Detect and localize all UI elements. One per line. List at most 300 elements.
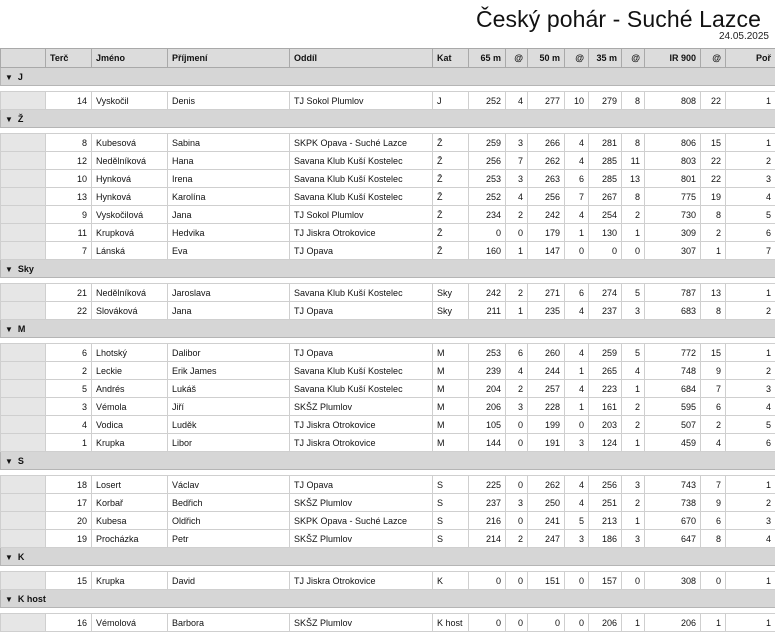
page-title: Český pohár - Suché Lazce (476, 6, 761, 33)
cell-terc-col: 14 (46, 92, 92, 110)
group-header-fill (46, 68, 775, 86)
cell-kat-col: M (433, 344, 469, 362)
table-row[interactable] (1, 302, 775, 320)
cell-oddil-col: TJ Jiskra Otrokovice (290, 416, 433, 434)
table-row[interactable] (1, 92, 775, 110)
header-row (1, 49, 775, 68)
row-lead-cell (1, 92, 46, 110)
cell-kat-col: J (433, 92, 469, 110)
row-lead-cell (1, 362, 46, 380)
cell-50m-col: 191 (528, 434, 565, 452)
table-row[interactable] (1, 170, 775, 188)
cell-jmeno-col: Procházka (92, 530, 168, 548)
table-row[interactable] (1, 380, 775, 398)
cell-at-50-col: 1 (565, 224, 589, 242)
cell-65m-col: 253 (469, 170, 506, 188)
cell-at-35-col: 2 (622, 416, 645, 434)
cell-at-65-col: 0 (506, 434, 528, 452)
cell-at-35-col: 5 (622, 344, 645, 362)
cell-kat-col: M (433, 362, 469, 380)
cell-por-col: 4 (726, 398, 775, 416)
group-toggle[interactable] (1, 260, 46, 278)
cell-por-col: 3 (726, 170, 775, 188)
table-row[interactable] (1, 476, 775, 494)
cell-at-ir-col: 9 (701, 362, 726, 380)
cell-at-50-col: 1 (565, 398, 589, 416)
table-row[interactable] (1, 434, 775, 452)
group-toggle[interactable] (1, 452, 46, 470)
cell-at-50-col: 4 (565, 344, 589, 362)
cell-35m-col: 285 (589, 170, 622, 188)
cell-ir900-col: 748 (645, 362, 701, 380)
header-jmeno-col[interactable]: Jméno (92, 49, 168, 68)
cell-50m-col: 242 (528, 206, 565, 224)
table-row[interactable] (1, 530, 775, 548)
cell-at-50-col: 4 (565, 302, 589, 320)
cell-prijmeni-col: Jiří (168, 398, 290, 416)
cell-at-35-col: 1 (622, 224, 645, 242)
header-terc-col[interactable]: Terč (46, 49, 92, 68)
cell-kat-col: S (433, 530, 469, 548)
cell-oddil-col: SKPK Opava - Suché Lazce (290, 134, 433, 152)
cell-ir900-col: 309 (645, 224, 701, 242)
cell-prijmeni-col: Petr (168, 530, 290, 548)
group-header-row[interactable] (1, 110, 775, 128)
cell-at-65-col: 2 (506, 530, 528, 548)
cell-kat-col: Ž (433, 224, 469, 242)
cell-jmeno-col: Hynková (92, 188, 168, 206)
cell-at-35-col: 1 (622, 380, 645, 398)
group-header-fill (46, 260, 775, 278)
group-header-row[interactable] (1, 320, 775, 338)
cell-at-65-col: 1 (506, 242, 528, 260)
table-row[interactable] (1, 614, 775, 632)
cell-terc-col: 5 (46, 380, 92, 398)
cell-ir900-col: 670 (645, 512, 701, 530)
cell-35m-col: 0 (589, 242, 622, 260)
row-lead-cell (1, 380, 46, 398)
table-row[interactable] (1, 512, 775, 530)
cell-terc-col: 16 (46, 614, 92, 632)
group-header-row[interactable] (1, 260, 775, 278)
group-toggle[interactable] (1, 68, 46, 86)
cell-35m-col: 237 (589, 302, 622, 320)
cell-at-50-col: 4 (565, 476, 589, 494)
row-lead-cell (1, 530, 46, 548)
cell-kat-col: K (433, 572, 469, 590)
cell-prijmeni-col: Dalibor (168, 344, 290, 362)
cell-65m-col: 225 (469, 476, 506, 494)
header-kat-col[interactable]: Kat (433, 49, 469, 68)
cell-at-35-col: 1 (622, 434, 645, 452)
results-body (1, 68, 775, 632)
cell-por-col: 5 (726, 206, 775, 224)
cell-at-50-col: 0 (565, 416, 589, 434)
cell-terc-col: 8 (46, 134, 92, 152)
cell-at-50-col: 10 (565, 92, 589, 110)
cell-terc-col: 4 (46, 416, 92, 434)
table-row[interactable] (1, 152, 775, 170)
cell-por-col: 2 (726, 362, 775, 380)
cell-kat-col: Ž (433, 170, 469, 188)
header-65m-col[interactable]: 65 m (469, 49, 506, 68)
disclosure-triangle-icon[interactable]: ▼ (5, 73, 13, 82)
header-ir900-col[interactable]: IR 900 (645, 49, 701, 68)
cell-at-50-col: 4 (565, 134, 589, 152)
cell-terc-col: 15 (46, 572, 92, 590)
cell-kat-col: Ž (433, 152, 469, 170)
cell-at-ir-col: 22 (701, 170, 726, 188)
cell-35m-col: 161 (589, 398, 622, 416)
row-lead-cell (1, 344, 46, 362)
cell-50m-col: 247 (528, 530, 565, 548)
cell-jmeno-col: Kubesová (92, 134, 168, 152)
cell-at-35-col: 2 (622, 494, 645, 512)
cell-jmeno-col: Lánská (92, 242, 168, 260)
cell-35m-col: 124 (589, 434, 622, 452)
cell-oddil-col: TJ Sokol Plumlov (290, 206, 433, 224)
cell-prijmeni-col: Denis (168, 92, 290, 110)
cell-50m-col: 262 (528, 152, 565, 170)
cell-at-35-col: 8 (622, 134, 645, 152)
cell-at-ir-col: 8 (701, 302, 726, 320)
cell-50m-col: 147 (528, 242, 565, 260)
cell-at-65-col: 3 (506, 170, 528, 188)
cell-jmeno-col: Andrés (92, 380, 168, 398)
cell-at-35-col: 1 (622, 512, 645, 530)
header-at-35-col[interactable]: @ (622, 49, 645, 68)
cell-at-ir-col: 9 (701, 494, 726, 512)
cell-prijmeni-col: Hana (168, 152, 290, 170)
row-lead-cell (1, 170, 46, 188)
cell-por-col: 4 (726, 530, 775, 548)
cell-ir900-col: 772 (645, 344, 701, 362)
table-row[interactable] (1, 344, 775, 362)
cell-at-ir-col: 8 (701, 206, 726, 224)
cell-prijmeni-col: Erik James (168, 362, 290, 380)
cell-at-ir-col: 7 (701, 476, 726, 494)
cell-65m-col: 0 (469, 614, 506, 632)
cell-at-ir-col: 13 (701, 284, 726, 302)
cell-por-col: 3 (726, 380, 775, 398)
cell-65m-col: 253 (469, 344, 506, 362)
table-row[interactable] (1, 398, 775, 416)
cell-terc-col: 21 (46, 284, 92, 302)
cell-prijmeni-col: Irena (168, 170, 290, 188)
cell-35m-col: 186 (589, 530, 622, 548)
cell-at-ir-col: 22 (701, 92, 726, 110)
header-oddil-col[interactable]: Oddíl (290, 49, 433, 68)
cell-35m-col: 259 (589, 344, 622, 362)
cell-50m-col: 235 (528, 302, 565, 320)
header-at-ir-col[interactable]: @ (701, 49, 726, 68)
cell-jmeno-col: Vémola (92, 398, 168, 416)
cell-at-65-col: 3 (506, 398, 528, 416)
cell-at-65-col: 4 (506, 92, 528, 110)
cell-at-ir-col: 2 (701, 416, 726, 434)
cell-jmeno-col: Nedělníková (92, 284, 168, 302)
cell-oddil-col: Savana Klub Kuší Kostelec (290, 284, 433, 302)
row-lead-cell (1, 302, 46, 320)
cell-at-50-col: 0 (565, 572, 589, 590)
cell-at-65-col: 2 (506, 380, 528, 398)
cell-jmeno-col: Vyskočil (92, 92, 168, 110)
row-lead-cell (1, 416, 46, 434)
disclosure-triangle-icon[interactable]: ▼ (5, 457, 13, 466)
cell-at-50-col: 4 (565, 380, 589, 398)
cell-at-35-col: 3 (622, 302, 645, 320)
disclosure-triangle-icon[interactable]: ▼ (5, 595, 13, 604)
cell-at-35-col: 3 (622, 530, 645, 548)
table-row[interactable] (1, 188, 775, 206)
cell-ir900-col: 806 (645, 134, 701, 152)
cell-65m-col: 237 (469, 494, 506, 512)
header-35m-col[interactable]: 35 m (589, 49, 622, 68)
group-name: J (18, 72, 23, 82)
cell-at-50-col: 0 (565, 614, 589, 632)
header-at-50-col[interactable]: @ (565, 49, 589, 68)
cell-ir900-col: 801 (645, 170, 701, 188)
cell-jmeno-col: Lhotský (92, 344, 168, 362)
table-row[interactable] (1, 134, 775, 152)
cell-por-col: 7 (726, 242, 775, 260)
cell-kat-col: Sky (433, 284, 469, 302)
group-name: K host (18, 594, 46, 604)
cell-at-50-col: 5 (565, 512, 589, 530)
cell-35m-col: 265 (589, 362, 622, 380)
cell-oddil-col: SKŠZ Plumlov (290, 614, 433, 632)
group-name: Ž (18, 114, 24, 124)
cell-jmeno-col: Nedělníková (92, 152, 168, 170)
group-name: K (18, 552, 25, 562)
cell-por-col: 2 (726, 152, 775, 170)
group-toggle[interactable] (1, 320, 46, 338)
cell-at-35-col: 2 (622, 398, 645, 416)
cell-por-col: 1 (726, 134, 775, 152)
group-header-row[interactable] (1, 548, 775, 566)
cell-jmeno-col: Hynková (92, 170, 168, 188)
table-row[interactable] (1, 494, 775, 512)
cell-at-ir-col: 15 (701, 344, 726, 362)
cell-kat-col: Ž (433, 134, 469, 152)
row-lead-cell (1, 614, 46, 632)
header-50m-col[interactable]: 50 m (528, 49, 565, 68)
cell-jmeno-col: Vodica (92, 416, 168, 434)
cell-50m-col: 228 (528, 398, 565, 416)
cell-terc-col: 18 (46, 476, 92, 494)
cell-prijmeni-col: Eva (168, 242, 290, 260)
disclosure-triangle-icon[interactable]: ▼ (5, 115, 13, 124)
cell-50m-col: 179 (528, 224, 565, 242)
row-lead-cell (1, 398, 46, 416)
cell-ir900-col: 307 (645, 242, 701, 260)
cell-ir900-col: 808 (645, 92, 701, 110)
cell-65m-col: 214 (469, 530, 506, 548)
cell-at-50-col: 6 (565, 284, 589, 302)
cell-oddil-col: Savana Klub Kuší Kostelec (290, 380, 433, 398)
row-lead-cell (1, 284, 46, 302)
cell-at-35-col: 0 (622, 572, 645, 590)
cell-65m-col: 211 (469, 302, 506, 320)
header-por-col[interactable]: Poř (726, 49, 775, 68)
cell-ir900-col: 730 (645, 206, 701, 224)
cell-ir900-col: 595 (645, 398, 701, 416)
group-toggle[interactable] (1, 548, 46, 566)
cell-terc-col: 9 (46, 206, 92, 224)
cell-35m-col: 285 (589, 152, 622, 170)
disclosure-triangle-icon[interactable]: ▼ (5, 553, 13, 562)
cell-oddil-col: TJ Opava (290, 302, 433, 320)
cell-kat-col: S (433, 512, 469, 530)
cell-at-65-col: 6 (506, 344, 528, 362)
cell-at-50-col: 0 (565, 242, 589, 260)
cell-prijmeni-col: Sabina (168, 134, 290, 152)
row-lead-cell (1, 476, 46, 494)
cell-kat-col: S (433, 476, 469, 494)
cell-oddil-col: Savana Klub Kuší Kostelec (290, 170, 433, 188)
group-name: M (18, 324, 26, 334)
table-row[interactable] (1, 572, 775, 590)
table-row[interactable] (1, 206, 775, 224)
cell-kat-col: M (433, 434, 469, 452)
row-lead-cell (1, 434, 46, 452)
cell-at-ir-col: 2 (701, 224, 726, 242)
cell-at-35-col: 0 (622, 242, 645, 260)
cell-35m-col: 274 (589, 284, 622, 302)
cell-65m-col: 234 (469, 206, 506, 224)
cell-at-ir-col: 1 (701, 614, 726, 632)
group-header-row[interactable] (1, 590, 775, 608)
cell-50m-col: 263 (528, 170, 565, 188)
cell-at-50-col: 1 (565, 362, 589, 380)
cell-at-35-col: 5 (622, 284, 645, 302)
cell-jmeno-col: Leckie (92, 362, 168, 380)
event-date: 24.05.2025 (719, 31, 769, 42)
cell-at-35-col: 2 (622, 206, 645, 224)
cell-65m-col: 0 (469, 224, 506, 242)
cell-65m-col: 252 (469, 188, 506, 206)
table-row[interactable] (1, 284, 775, 302)
cell-oddil-col: SKŠZ Plumlov (290, 494, 433, 512)
group-toggle[interactable] (1, 590, 46, 608)
cell-ir900-col: 787 (645, 284, 701, 302)
cell-kat-col: M (433, 380, 469, 398)
cell-50m-col: 260 (528, 344, 565, 362)
cell-prijmeni-col: Luděk (168, 416, 290, 434)
row-lead-cell (1, 242, 46, 260)
cell-kat-col: S (433, 494, 469, 512)
cell-kat-col: Ž (433, 206, 469, 224)
cell-at-50-col: 4 (565, 206, 589, 224)
cell-jmeno-col: Krupková (92, 224, 168, 242)
cell-oddil-col: TJ Jiskra Otrokovice (290, 224, 433, 242)
cell-at-65-col: 2 (506, 206, 528, 224)
cell-at-ir-col: 19 (701, 188, 726, 206)
table-row[interactable] (1, 362, 775, 380)
cell-35m-col: 203 (589, 416, 622, 434)
table-row[interactable] (1, 416, 775, 434)
group-name: S (18, 456, 24, 466)
cell-at-35-col: 1 (622, 614, 645, 632)
cell-kat-col: Ž (433, 242, 469, 260)
header-lead-col[interactable] (1, 49, 46, 68)
cell-50m-col: 266 (528, 134, 565, 152)
cell-oddil-col: TJ Opava (290, 476, 433, 494)
cell-at-65-col: 0 (506, 416, 528, 434)
cell-at-50-col: 3 (565, 434, 589, 452)
cell-terc-col: 19 (46, 530, 92, 548)
cell-prijmeni-col: Oldřich (168, 512, 290, 530)
cell-oddil-col: TJ Opava (290, 242, 433, 260)
cell-35m-col: 251 (589, 494, 622, 512)
cell-oddil-col: TJ Jiskra Otrokovice (290, 434, 433, 452)
row-lead-cell (1, 494, 46, 512)
cell-prijmeni-col: Bedřich (168, 494, 290, 512)
cell-ir900-col: 684 (645, 380, 701, 398)
group-header-fill (46, 452, 775, 470)
cell-terc-col: 7 (46, 242, 92, 260)
cell-kat-col: M (433, 398, 469, 416)
cell-35m-col: 281 (589, 134, 622, 152)
cell-35m-col: 157 (589, 572, 622, 590)
cell-por-col: 4 (726, 188, 775, 206)
cell-jmeno-col: Krupka (92, 434, 168, 452)
table-row[interactable] (1, 242, 775, 260)
table-row[interactable] (1, 224, 775, 242)
cell-35m-col: 213 (589, 512, 622, 530)
group-header-row[interactable] (1, 452, 775, 470)
row-lead-cell (1, 224, 46, 242)
cell-oddil-col: TJ Jiskra Otrokovice (290, 572, 433, 590)
cell-50m-col: 271 (528, 284, 565, 302)
row-lead-cell (1, 512, 46, 530)
disclosure-triangle-icon[interactable]: ▼ (5, 325, 13, 334)
cell-35m-col: 267 (589, 188, 622, 206)
cell-at-65-col: 3 (506, 134, 528, 152)
disclosure-triangle-icon[interactable]: ▼ (5, 265, 13, 274)
cell-ir900-col: 803 (645, 152, 701, 170)
cell-prijmeni-col: Barbora (168, 614, 290, 632)
header-prijmeni-col[interactable]: Příjmení (168, 49, 290, 68)
cell-ir900-col: 775 (645, 188, 701, 206)
cell-65m-col: 105 (469, 416, 506, 434)
group-toggle[interactable] (1, 110, 46, 128)
cell-kat-col: K host (433, 614, 469, 632)
cell-ir900-col: 647 (645, 530, 701, 548)
cell-jmeno-col: Krupka (92, 572, 168, 590)
cell-por-col: 1 (726, 614, 775, 632)
cell-jmeno-col: Losert (92, 476, 168, 494)
cell-prijmeni-col: Jaroslava (168, 284, 290, 302)
results-table (0, 48, 775, 632)
cell-at-35-col: 8 (622, 188, 645, 206)
cell-por-col: 2 (726, 302, 775, 320)
cell-terc-col: 22 (46, 302, 92, 320)
cell-terc-col: 20 (46, 512, 92, 530)
cell-65m-col: 206 (469, 398, 506, 416)
cell-oddil-col: SKPK Opava - Suché Lazce (290, 512, 433, 530)
cell-at-65-col: 1 (506, 302, 528, 320)
cell-at-ir-col: 15 (701, 134, 726, 152)
cell-35m-col: 279 (589, 92, 622, 110)
cell-oddil-col: Savana Klub Kuší Kostelec (290, 152, 433, 170)
group-header-row[interactable] (1, 68, 775, 86)
cell-35m-col: 130 (589, 224, 622, 242)
cell-ir900-col: 507 (645, 416, 701, 434)
cell-65m-col: 204 (469, 380, 506, 398)
header-at-65-col[interactable]: @ (506, 49, 528, 68)
cell-ir900-col: 308 (645, 572, 701, 590)
